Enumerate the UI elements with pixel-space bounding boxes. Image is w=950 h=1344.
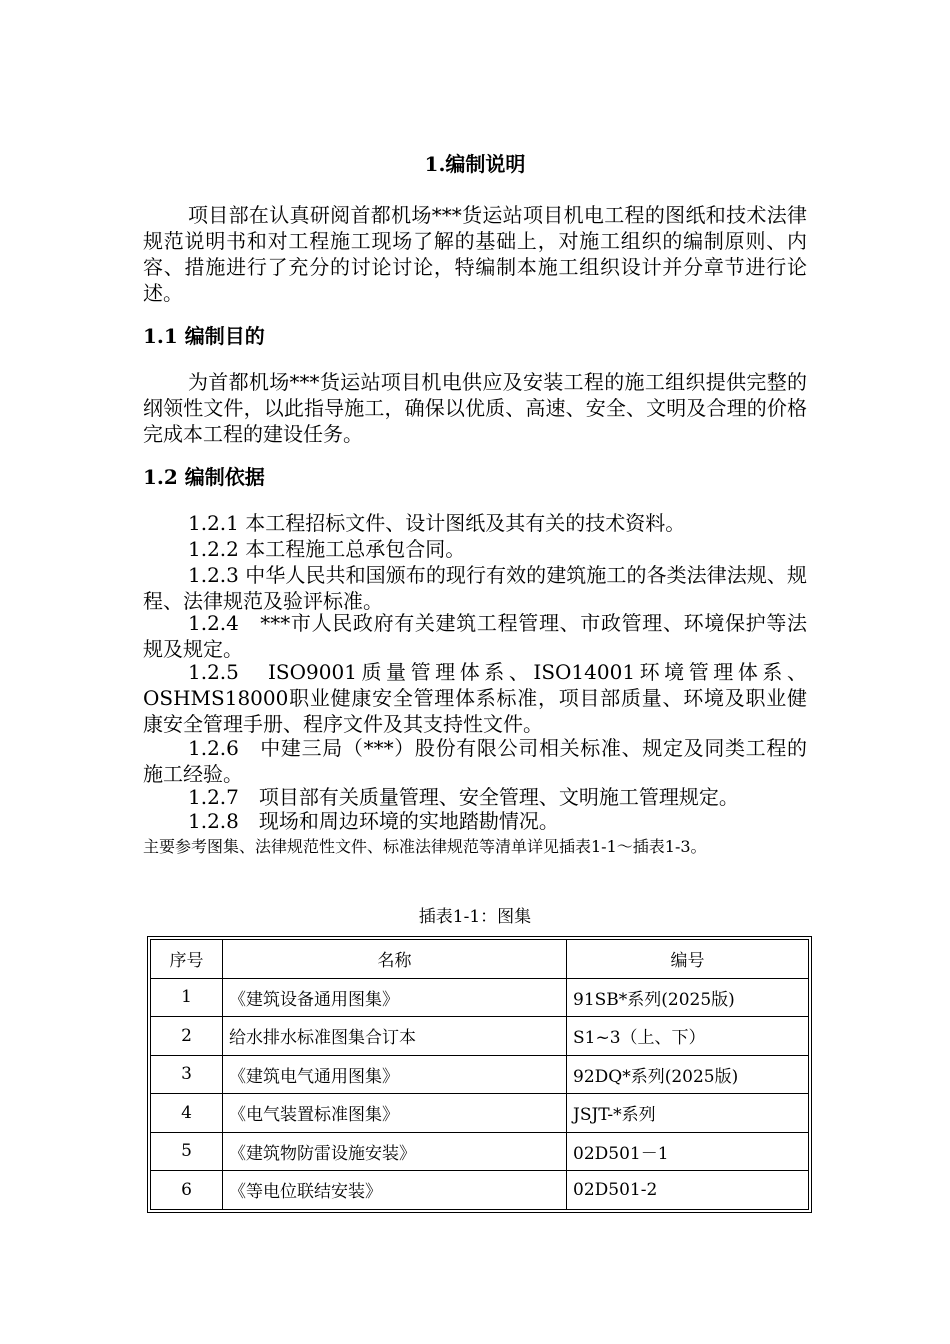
reference-note: 主要参考图集、法律规范性文件、标准法律规范等清单详见插表1-1～插表1-3。 xyxy=(143,837,707,856)
cell-name: 《建筑设备通用图集》 xyxy=(223,978,567,1017)
cell-name: 《建筑电气通用图集》 xyxy=(223,1055,567,1094)
cell-code: S1~3（上、下） xyxy=(567,1017,809,1056)
table-row xyxy=(151,1132,809,1171)
cell-index: 3 xyxy=(151,1055,223,1094)
basis-item: 1.2.3 中华人民共和国颁布的现行有效的建筑施工的各类法律法规、规程、法律规范及验评标准。 xyxy=(143,563,807,613)
table-caption: 插表1-1：图集 xyxy=(418,907,532,927)
table-row xyxy=(151,1017,809,1056)
column-header-index: 序号 xyxy=(151,940,223,979)
cell-index: 2 xyxy=(151,1017,223,1056)
cell-name: 《等电位联结安装》 xyxy=(223,1171,567,1210)
cell-code: 92DQ*系列(2025版) xyxy=(567,1055,809,1094)
basis-item: 1.2.2 本工程施工总承包合同。 xyxy=(188,537,466,561)
basis-item: 1.2.8 现场和周边环境的实地踏勘情况。 xyxy=(188,809,559,833)
column-header-code: 编号 xyxy=(567,940,809,979)
section-heading-1-1: 1.1 编制目的 xyxy=(143,324,265,348)
cell-index: 4 xyxy=(151,1094,223,1133)
page-title: 1.编制说明 xyxy=(424,152,526,176)
basis-item: 1.2.5 ISO9001质量管理体系、ISO14001环境管理体系、OSHMS18000职业健康安全管理体系标准，项目部质量、环境及职业健康安全管理手册、程序文件及其支持性文件。 xyxy=(143,660,807,736)
basis-item: 1.2.7 项目部有关质量管理、安全管理、文明施工管理规定。 xyxy=(188,785,739,809)
cell-code: JSJT-*系列 xyxy=(567,1094,809,1133)
section-1-1-paragraph: 为首都机场***货运站项目机电供应及安装工程的施工组织提供完整的纲领性文件，以此指导施工，确保以优质、高速、安全、文明及合理的价格完成本工程的建设任务。 xyxy=(143,370,807,446)
basis-item: 1.2.4 ***市人民政府有关建筑工程管理、市政管理、环境保护等法规及规定。 xyxy=(143,611,807,661)
cell-name: 《电气装置标准图集》 xyxy=(223,1094,567,1133)
cell-index: 1 xyxy=(151,978,223,1017)
basis-item: 1.2.6 中建三局（***）股份有限公司相关标准、规定及同类工程的施工经验。 xyxy=(143,736,807,786)
basis-item: 1.2.1 本工程招标文件、设计图纸及其有关的技术资料。 xyxy=(188,511,686,535)
cell-name: 给水排水标准图集合订本 xyxy=(223,1017,567,1056)
table-row xyxy=(151,1171,809,1210)
table-header-row xyxy=(151,940,809,979)
intro-paragraph: 项目部在认真研阅首都机场***货运站项目机电工程的图纸和技术法律规范说明书和对工程施工现场了解的基础上，对施工组织的编制原则、内容、措施进行了充分的讨论讨论，特编制本施工组织设计并分章节进行论述。 xyxy=(143,203,807,305)
table-row xyxy=(151,1094,809,1133)
cell-name: 《建筑物防雷设施安装》 xyxy=(223,1132,567,1171)
cell-index: 5 xyxy=(151,1132,223,1171)
cell-code: 91SB*系列(2025版) xyxy=(567,978,809,1017)
table-row xyxy=(151,1055,809,1094)
atlas-table xyxy=(147,936,812,1213)
cell-code: 02D501-2 xyxy=(567,1171,809,1210)
cell-index: 6 xyxy=(151,1171,223,1210)
cell-code: 02D501－1 xyxy=(567,1132,809,1171)
section-heading-1-2: 1.2 编制依据 xyxy=(143,465,265,489)
column-header-name: 名称 xyxy=(223,940,567,979)
table-row xyxy=(151,978,809,1017)
